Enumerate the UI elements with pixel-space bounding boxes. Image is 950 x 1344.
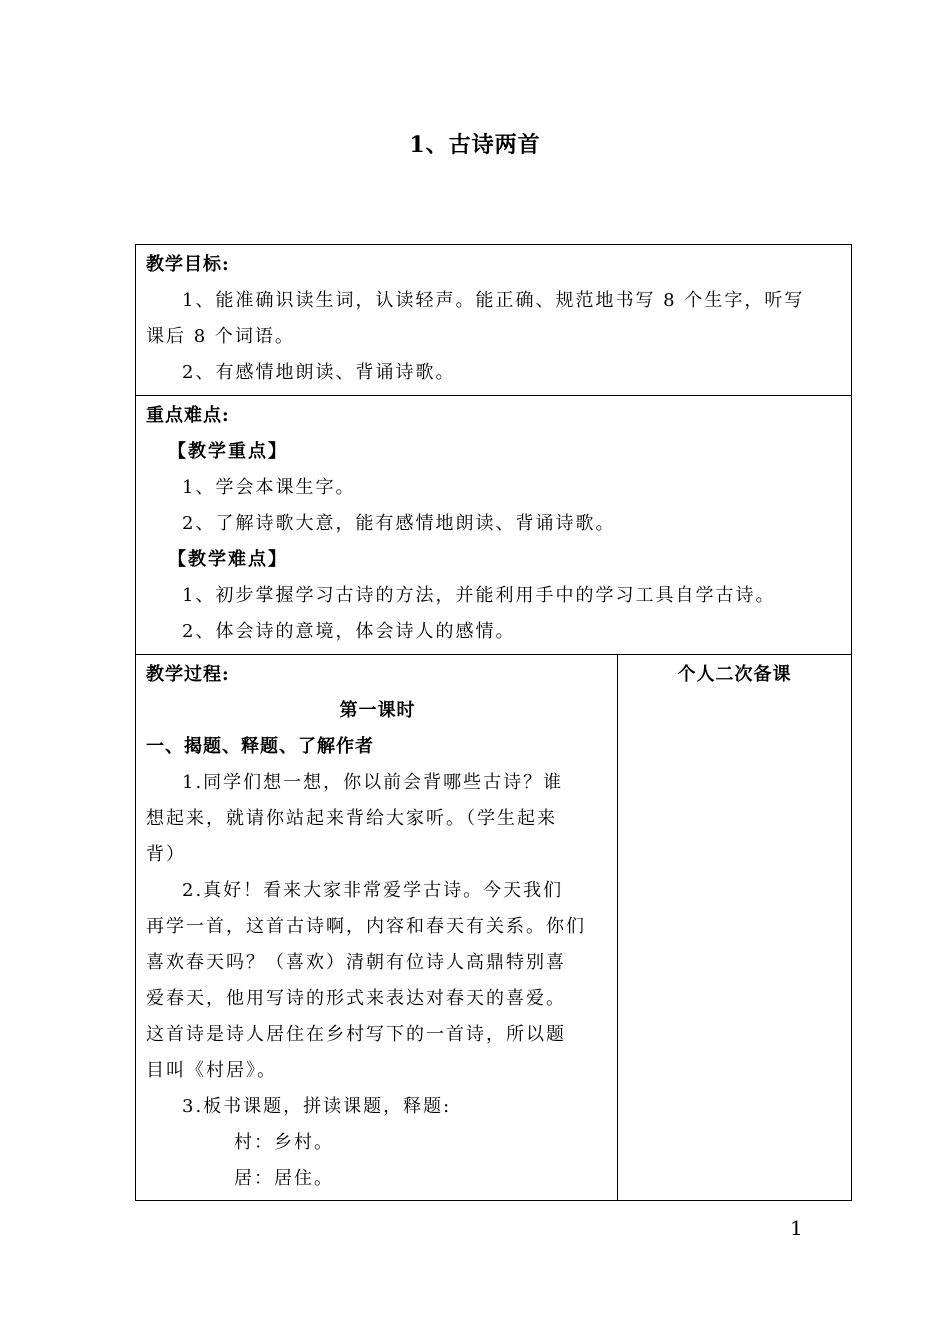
objectives-row — [136, 245, 851, 396]
objective-2: 2、有感情地朗读、背诵诗歌。 — [182, 362, 456, 383]
personal-notes-heading: 个人二次备课 — [677, 664, 792, 685]
difficulty-heading: 【教学难点】 — [168, 549, 288, 570]
paragraph-line: 3.板书课题，拼读课题，释题: — [182, 1096, 452, 1117]
focus-item: 1、学会本课生字。 — [182, 477, 356, 498]
process-row — [136, 655, 851, 1200]
objective-1-line-b: 课后 8 个词语。 — [146, 326, 295, 347]
focus-heading: 【教学重点】 — [168, 441, 288, 462]
process-main-cell — [136, 655, 618, 1200]
lesson-plan-table — [135, 244, 852, 1201]
paragraph-line: 再学一首，这首古诗啊，内容和春天有关系。你们 — [146, 916, 586, 937]
difficulty-item: 1、初步掌握学习古诗的方法，并能利用手中的学习工具自学古诗。 — [182, 585, 776, 606]
process-heading: 教学过程: — [146, 664, 230, 685]
paragraph-line: 爱春天，他用写诗的形式来表达对春天的喜爱。 — [146, 988, 566, 1009]
section-heading: 一、揭题、释题、了解作者 — [146, 736, 374, 757]
key-points-row — [136, 396, 851, 655]
paragraph-line: 2.真好！看来大家非常爱学古诗。今天我们 — [182, 880, 564, 901]
definition-line: 居：居住。 — [234, 1168, 334, 1189]
paragraph-line: 想起来，就请你站起来背给大家听。（学生起来 — [146, 808, 557, 829]
paragraph-line: 目叫《村居》。 — [146, 1060, 277, 1081]
key-points-heading: 重点难点: — [146, 405, 230, 426]
paragraph-line: 喜欢春天吗？（喜欢）清朝有位诗人高鼎特别喜 — [146, 952, 566, 973]
page-title: 1、古诗两首 — [409, 132, 541, 158]
definition-line: 村：乡村。 — [234, 1132, 334, 1153]
page-number: 1 — [790, 1216, 803, 1240]
personal-notes-cell — [618, 655, 851, 1200]
lesson-label: 第一课时 — [339, 700, 416, 721]
objectives-heading: 教学目标: — [146, 254, 230, 275]
focus-item: 2、了解诗歌大意，能有感情地朗读、背诵诗歌。 — [182, 513, 616, 534]
objective-1-line-a: 1、能准确识读生词，认读轻声。能正确、规范地书写 8 个生字，听写 — [182, 290, 805, 311]
paragraph-line: 这首诗是诗人居住在乡村写下的一首诗，所以题 — [146, 1024, 566, 1045]
paragraph-line: 1.同学们想一想，你以前会背哪些古诗？谁 — [182, 772, 564, 793]
paragraph-line: 背） — [146, 844, 186, 865]
difficulty-item: 2、体会诗的意境，体会诗人的感情。 — [182, 621, 516, 642]
